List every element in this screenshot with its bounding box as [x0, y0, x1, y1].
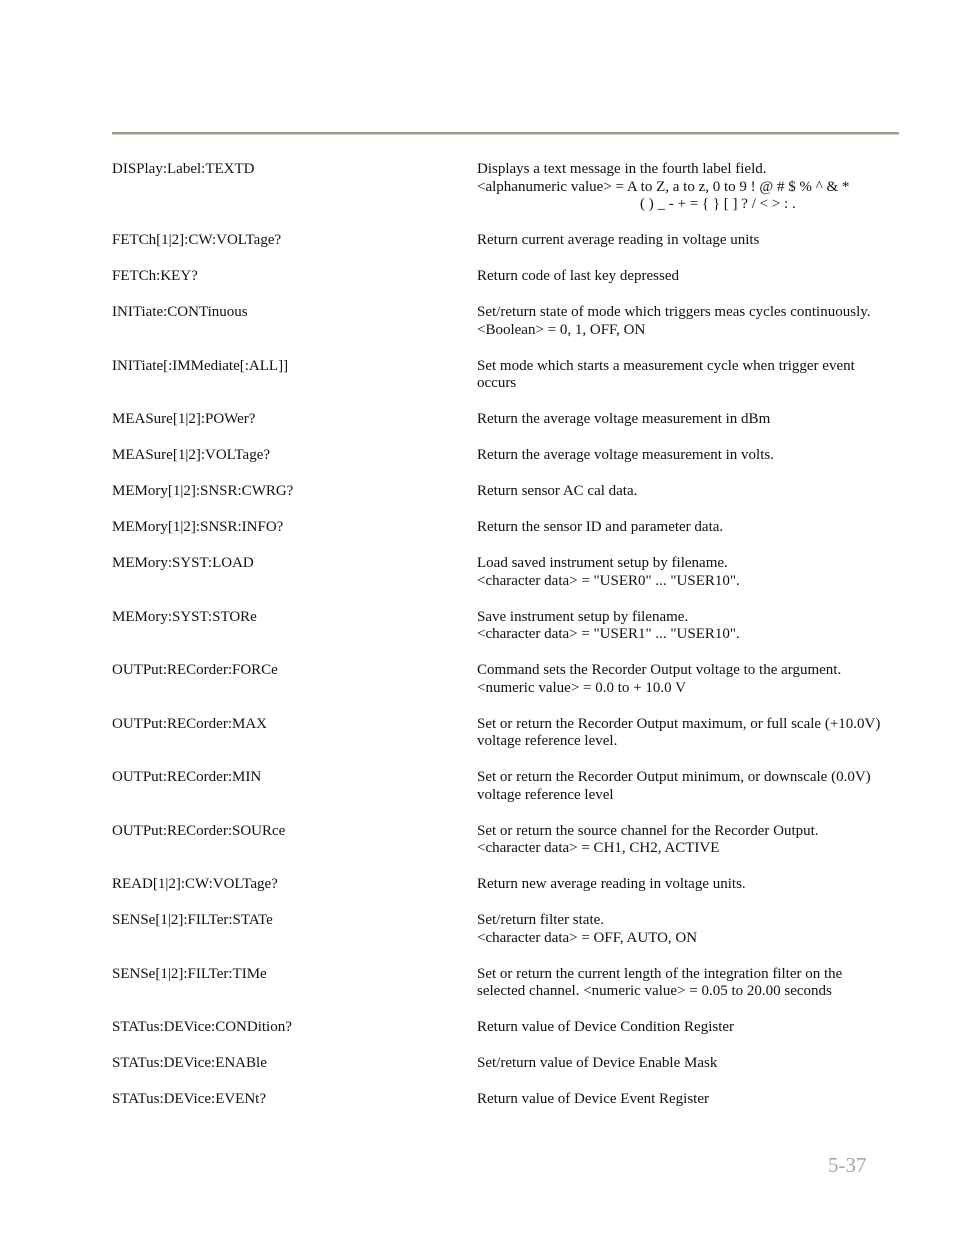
command-name: FETCh:KEY? [112, 268, 198, 284]
description-line: voltage reference level [477, 786, 614, 803]
command-row [112, 609, 902, 644]
command-row [112, 161, 902, 214]
command-row [112, 1019, 902, 1037]
command-name: MEMory:SYST:STORe [112, 608, 257, 625]
command-row [112, 304, 902, 339]
command-description [477, 232, 902, 250]
command-name: INITiate:CONTinuous [112, 304, 248, 320]
description-line: <character data> = OFF, AUTO, ON [477, 929, 698, 946]
command-name: SENSe[1|2]:FILTer:TIMe [112, 965, 267, 982]
command-row [112, 662, 902, 697]
command-row [112, 555, 902, 590]
command-description [477, 304, 902, 339]
description-line: Set/return state of mode which triggers meas cycles continuously. [477, 304, 871, 320]
command-row [112, 823, 902, 858]
command-description [477, 1091, 902, 1109]
description-line: selected channel. <numeric value> = 0.05 to 20.00 seconds [477, 983, 832, 999]
command-row [112, 447, 902, 465]
command-row [112, 716, 902, 751]
command-name: INITiate[:IMMediate[:ALL]] [112, 357, 289, 374]
description-line: Return current average reading in voltage units [477, 232, 760, 248]
command-description [477, 966, 902, 1001]
description-line: Command sets the Recorder Output voltage to the argument. [477, 662, 842, 678]
command-row [112, 1055, 902, 1073]
description-line: occurs [477, 375, 517, 391]
command-name: OUTPut:RECorder:FORCe [112, 662, 278, 678]
command-name: OUTPut:RECorder:SOURce [112, 822, 286, 839]
description-line: Set or return the source channel for the Recorder Output. [477, 822, 819, 839]
description-line: Return sensor AC cal data. [477, 483, 638, 499]
command-row [112, 232, 902, 250]
description-line: Return the sensor ID and parameter data. [477, 519, 724, 535]
command-description [477, 716, 902, 751]
command-name: DISPlay:Label:TEXTD [112, 161, 255, 177]
description-line: Return new average reading in voltage units. [477, 876, 746, 892]
description-line: Return code of last key depressed [477, 268, 680, 284]
description-line: <character data> = "USER1" ... "USER10". [477, 626, 740, 642]
command-description [477, 161, 902, 214]
command-name: STATus:DEVice:EVENt? [112, 1091, 267, 1107]
command-row [112, 769, 902, 804]
command-description [477, 876, 902, 894]
description-line: Set mode which starts a measurement cycle when trigger event [477, 357, 855, 374]
command-description [477, 447, 902, 465]
command-row [112, 1091, 902, 1109]
description-line: voltage reference level. [477, 733, 618, 749]
command-description [477, 769, 902, 804]
description-line: Return value of Device Condition Register [477, 1019, 735, 1035]
command-table [112, 161, 902, 1109]
command-name: STATus:DEVice:CONDition? [112, 1019, 292, 1035]
command-description [477, 662, 902, 697]
description-line: Return the average voltage measurement in dBm [477, 411, 771, 427]
command-name: MEMory[1|2]:SNSR:INFO? [112, 519, 284, 535]
command-row [112, 411, 902, 429]
description-line: <character data> = CH1, CH2, ACTIVE [477, 840, 720, 856]
header-rule [112, 132, 899, 135]
command-name: OUTPut:RECorder:MAX [112, 715, 267, 732]
command-description [477, 358, 902, 393]
command-name: OUTPut:RECorder:MIN [112, 769, 262, 785]
description-line: Set or return the Recorder Output maximum, or full scale (+10.0V) [477, 715, 881, 732]
command-row [112, 912, 902, 947]
command-description [477, 519, 902, 537]
command-name: MEMory:SYST:LOAD [112, 555, 254, 571]
command-row [112, 519, 902, 537]
description-line: <character data> = "USER0" ... "USER10". [477, 572, 740, 589]
description-line: Save instrument setup by filename. [477, 608, 689, 625]
description-line: Set or return the Recorder Output minimum, or downscale (0.0V) [477, 769, 871, 785]
description-line: Set or return the current length of the integration filter on the [477, 965, 843, 982]
command-description [477, 1019, 902, 1037]
command-description [477, 268, 902, 286]
command-name: STATus:DEVice:ENABle [112, 1055, 267, 1071]
description-line: <Boolean> = 0, 1, OFF, ON [477, 321, 646, 338]
command-description [477, 1055, 902, 1073]
command-name: FETCh[1|2]:CW:VOLTage? [112, 232, 282, 248]
command-name: MEMory[1|2]:SNSR:CWRG? [112, 483, 294, 499]
command-description [477, 411, 902, 429]
description-line: <alphanumeric value> = A to Z, a to z, 0 to 9 ! @ # $ % ^ & * [477, 178, 850, 195]
command-description [477, 483, 902, 501]
description-line: Set/return filter state. [477, 912, 605, 928]
description-line: <numeric value> = 0.0 to + 10.0 V [477, 679, 686, 696]
description-line: Return value of Device Event Register [477, 1091, 710, 1107]
command-name: MEASure[1|2]:POWer? [112, 411, 256, 427]
description-line: ( ) _ - + = { } [ ] ? / < > : . [640, 196, 796, 212]
command-row [112, 966, 902, 1001]
command-row [112, 483, 902, 501]
command-name: MEASure[1|2]:VOLTage? [112, 447, 271, 463]
command-name: READ[1|2]:CW:VOLTage? [112, 876, 278, 892]
description-line: Set/return value of Device Enable Mask [477, 1055, 718, 1071]
command-description [477, 912, 902, 947]
description-line: Load saved instrument setup by filename. [477, 555, 728, 571]
description-line: Displays a text message in the fourth label field. [477, 161, 767, 177]
command-name: SENSe[1|2]:FILTer:STATe [112, 912, 273, 928]
command-row [112, 358, 902, 393]
command-description [477, 823, 902, 858]
page-number: 5-37 [828, 1153, 867, 1177]
command-row [112, 268, 902, 286]
description-line: Return the average voltage measurement in volts. [477, 447, 774, 463]
command-description [477, 609, 902, 644]
command-description [477, 555, 902, 590]
command-row [112, 876, 902, 894]
